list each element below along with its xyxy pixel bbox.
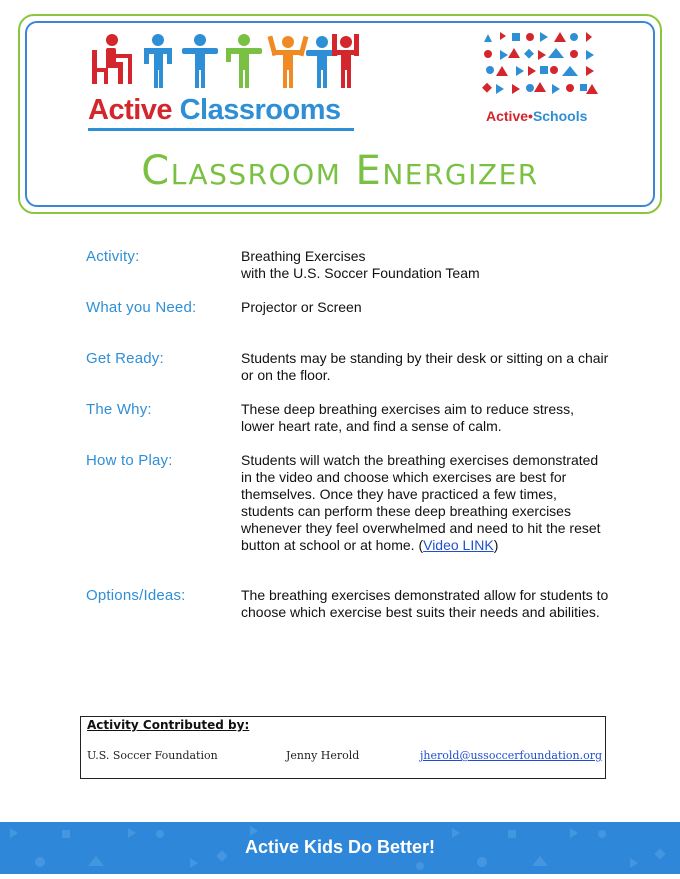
row-value (241, 248, 611, 282)
contributed-box (80, 716, 606, 779)
row-value: These deep breathing exercises aim to reduce stress, lower heart rate, and find a sense of calm. (241, 401, 575, 434)
row-label: How to Play: (86, 452, 173, 469)
logo-word-classrooms: Classrooms (179, 94, 341, 126)
footer-slogan: Active Kids Do Better! (244, 837, 436, 857)
as-word-schools: Schools (532, 108, 588, 124)
row-value-end: ) (493, 537, 499, 553)
row-value-line: with the U.S. Soccer Foundation Team (241, 265, 480, 281)
classroom-figures-icon (84, 32, 359, 94)
row-label: The Why: (86, 401, 152, 418)
logo-word-active: Active (88, 94, 173, 126)
contributed-title: Activity Contributed by: (87, 718, 250, 732)
active-classrooms-wordmark (88, 94, 341, 127)
contributor-person: Jenny Herold (286, 749, 360, 762)
footer-banner (0, 822, 680, 874)
row-value-line: Breathing Exercises (241, 248, 366, 264)
row-value: Students may be standing by their desk or sitting on a chair or on the floor. (241, 350, 609, 383)
row-label: What you Need: (86, 299, 197, 316)
active-schools-wordmark (486, 108, 587, 124)
video-link[interactable]: Video LINK (423, 537, 494, 553)
contributor-org: U.S. Soccer Foundation (87, 749, 218, 762)
active-schools-logo (482, 30, 602, 126)
as-dot: • (528, 108, 533, 124)
active-classrooms-logo (84, 32, 364, 128)
row-value (241, 452, 611, 554)
row-label: Options/Ideas: (86, 587, 186, 604)
row-value-text: Students will watch the breathing exercises demonstrated in the video and choose which exercises are best for themselves. Once they have practiced a few times, students can perform these deep breathing exercises whenever they feel overwhelmed and need to hit the reset button at school or at home. ( (241, 452, 601, 553)
row-value: Projector or Screen (241, 299, 362, 315)
active-schools-pattern-icon (482, 30, 600, 102)
logo-underline (88, 128, 354, 131)
contributor-email[interactable]: jherold@ussoccerfoundation.org (420, 749, 603, 762)
as-word-active: Active (486, 108, 529, 124)
row-label: Get Ready: (86, 350, 164, 367)
page-title: Classroom Energizer (141, 148, 539, 194)
row-label: Activity: (86, 248, 140, 265)
row-value: The breathing exercises demonstrated allow for students to choose which exercise best suits their needs and abilities. (241, 587, 609, 620)
